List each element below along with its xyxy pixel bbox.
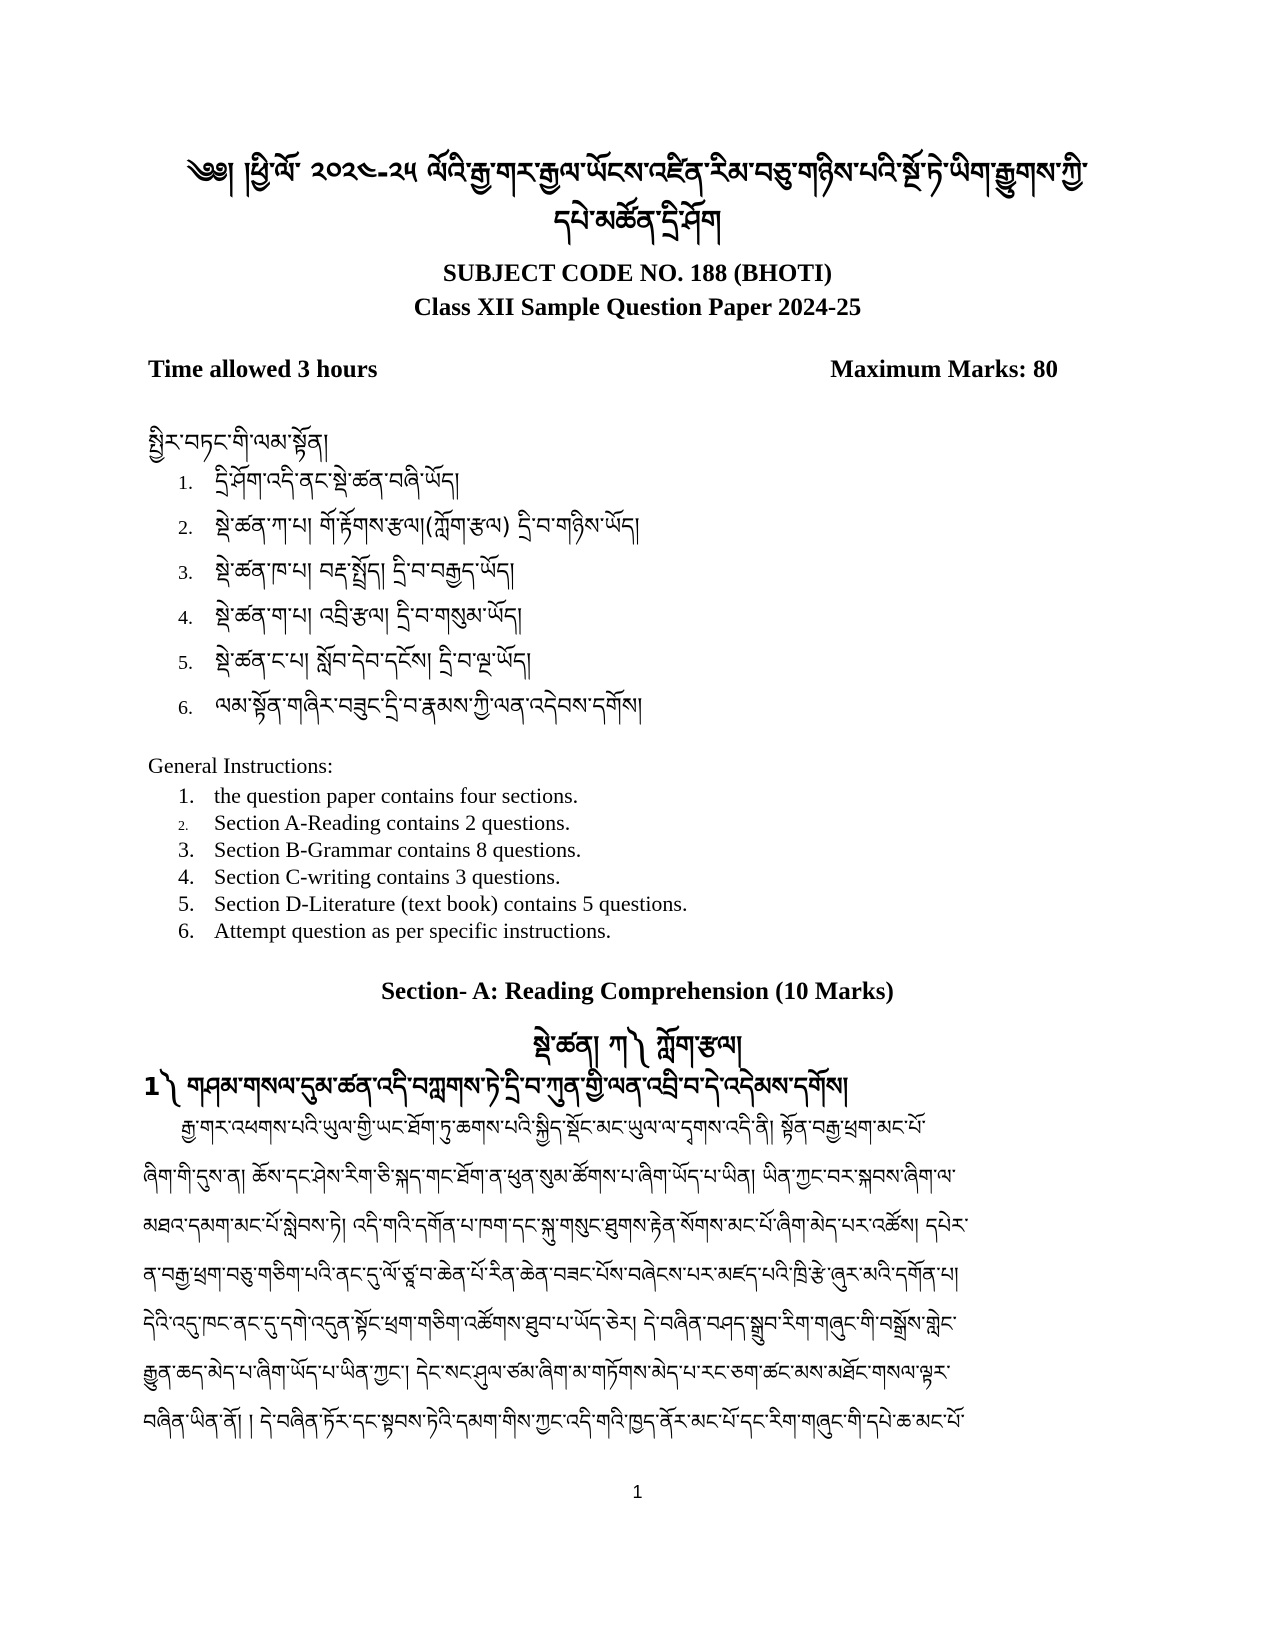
general-instructions-heading: General Instructions: xyxy=(148,753,334,778)
passage-line: རྒྱ་གར་འཕགས་པའི་ཡུལ་གྱི་ཡང་ཐོག་ཏུ་ཆགས་པའི་སྐྱིད་སྡོང་མང་ཡུལ་ལ་དྭགས་འདི་ནི། སྟོན་བརྒྱ་ཕྲག་མང་པོ་ xyxy=(181,1116,926,1140)
item-number: 3. xyxy=(178,562,193,584)
section-a-heading: Section- A: Reading Comprehension (10 Marks) xyxy=(381,978,894,1005)
item-number: 1. xyxy=(178,472,193,494)
list-item xyxy=(178,864,688,891)
paper-title: Class XII Sample Question Paper 2024-25 xyxy=(413,294,862,321)
list-item xyxy=(178,783,688,810)
list-item xyxy=(178,837,688,864)
item-text: སྡེ་ཚན་ཀ་པ། གོ་རྟོགས་རྩལ།(ཀློག་རྩལ) དྲི་བ་གཉིས་ཡོད། xyxy=(215,514,640,540)
list-item xyxy=(178,510,642,555)
item-number: 3. xyxy=(178,837,195,862)
tibetan-title-line-2: དཔེ་མཚོན་དྲི་ཤོག xyxy=(553,204,722,238)
list-item xyxy=(178,645,642,690)
item-number: 2. xyxy=(178,517,193,539)
item-text: སྡེ་ཚན་ཁ་པ། བརྡ་སྤྲོད། དྲི་བ་བརྒྱད་ཡོད། xyxy=(215,559,515,585)
list-item xyxy=(178,918,688,945)
list-item xyxy=(178,810,688,837)
page-number: 1 xyxy=(632,1482,643,1502)
passage-line: ན་བརྒྱ་ཕྲག་བཅུ་གཅིག་པའི་ནང་དུ་ལོ་ཙཱ་བ་ཆེན་པོ་རིན་ཆེན་བཟང་པོས་བཞེངས་པར་མཛད་པའི་ཁྲི་རྩེ་ཞུར་མའི་དགོན་པ། xyxy=(143,1263,959,1287)
list-item xyxy=(178,891,688,918)
time-allowed: Time allowed 3 hours xyxy=(148,356,378,383)
item-number: 1. xyxy=(178,783,195,808)
item-text: Section D-Literature (text book) contains 5 questions. xyxy=(214,891,688,916)
item-number: 2. xyxy=(178,819,189,834)
general-instructions-list xyxy=(178,783,688,945)
maximum-marks: Maximum Marks: 80 xyxy=(830,356,1058,383)
section-a-tibetan-heading: སྡེ་ཚན། ཀ༽ ཀློག་རྩལ། xyxy=(532,1031,743,1062)
item-text: Section B-Grammar contains 8 questions. xyxy=(214,837,582,862)
item-number: 5. xyxy=(178,891,195,916)
item-text: Attempt question as per specific instructions. xyxy=(214,918,612,943)
item-number: 5. xyxy=(178,652,193,674)
tibetan-instructions-heading: སྤྱིར་བཏང་གི་ལམ་སྟོན། xyxy=(148,429,329,457)
reading-passage xyxy=(143,1108,1133,1451)
item-text: ལམ་སྟོན་གཞིར་བཟུང་དྲི་བ་རྣམས་ཀྱི་ལན་འདེབས་དགོས། xyxy=(215,694,643,720)
item-number: 6. xyxy=(178,918,195,943)
item-number: 4. xyxy=(178,607,193,629)
passage-line: བཞིན་ཡིན་ནོ། ། དེ་བཞིན་ཏོར་དང་སྟབས་ཏེའི་དམག་གིས་ཀྱང་འདི་གའི་ཁྱད་ནོར་མང་པོ་དང་རིག་གཞུང་གི་དཔེ་ཆ་མང་པོ་ xyxy=(143,1410,965,1434)
passage-line: རྒྱུན་ཆད་མེད་པ་ཞིག་ཡོད་པ་ཡིན་ཀྱང་། དེང་སང་ཤུལ་ཙམ་ཞིག་མ་གཏོགས་མེད་པ་རང་ཅག་ཚང་མས་མཐོང་གསལ་ལྟར་ xyxy=(143,1361,951,1385)
list-item xyxy=(178,690,642,735)
passage-line: ཞིག་གི་དུས་ན། ཆོས་དང་ཤེས་རིག་ཅི་སྐད་གང་ཐོག་ན་ཕུན་སུམ་ཚོགས་པ་ཞིག་ཡོད་པ་ཡིན། ཡིན་ཀྱང་བར་སྐབས་ཞིག་ལ་ xyxy=(143,1165,957,1189)
tibetan-instructions-list xyxy=(178,465,642,735)
passage-line: དེའི་འདུ་ཁང་ནང་དུ་དགེ་འདུན་སྟོང་ཕྲག་གཅིག་འཚོགས་ཐུབ་པ་ཡོད་ཅེར། དེ་བཞིན་བཤད་སྒྲུབ་རིག་གཞུང་གི་བསྒྲོས་གླེང་ xyxy=(143,1312,957,1336)
subject-code-heading: SUBJECT CODE NO. 188 (BHOTI) xyxy=(442,260,833,287)
item-number: 4. xyxy=(178,864,195,889)
list-item xyxy=(178,465,642,510)
item-number: 6. xyxy=(178,697,193,719)
tibetan-title-line-1: ༄༅། །ཕྱི་ལོ་ ༢༠༢༤-༢༥ ལོའི་རྒྱ་གར་རྒྱལ་ཡོངས་འཛིན་རིམ་བཅུ་གཉིས་པའི་སྔོ་ཏེ་ཡིག་རྒྱུགས་ཀྱི་ xyxy=(186,156,1089,190)
item-text: Section A-Reading contains 2 questions. xyxy=(214,810,571,835)
list-item xyxy=(178,555,642,600)
item-text: the question paper contains four sections. xyxy=(214,783,579,808)
item-text: དྲི་ཤོག་འདི་ནང་སྡེ་ཚན་བཞི་ཡོད། xyxy=(215,469,460,495)
list-item xyxy=(178,600,642,645)
item-text: སྡེ་ཚན་ང་པ། སློབ་དེབ་དངོས། དྲི་བ་ལྔ་ཡོད། xyxy=(215,649,532,675)
passage-line: མཐའ་དམག་མང་པོ་སླེབས་ཏེ། འདི་གའི་དགོན་པ་ཁག་དང་སྐུ་གསུང་ཐུགས་རྟེན་སོགས་མང་པོ་ཞིག་མེད་པར་འཚོས། དཔེར་ xyxy=(143,1214,969,1238)
item-text: Section C-writing contains 3 questions. xyxy=(214,864,561,889)
question-1-prompt: 1༽ གཤམ་གསལ་དུམ་ཚན་འདི་བཀླགས་ཏེ་དྲི་བ་ཀུན་གྱི་ལན་འབྲི་བ་དེ་འདེམས་དགོས། xyxy=(143,1072,849,1101)
item-text: སྡེ་ཚན་ག་པ། འབྲི་རྩལ། དྲི་བ་གསུམ་ཡོད། xyxy=(215,604,523,630)
